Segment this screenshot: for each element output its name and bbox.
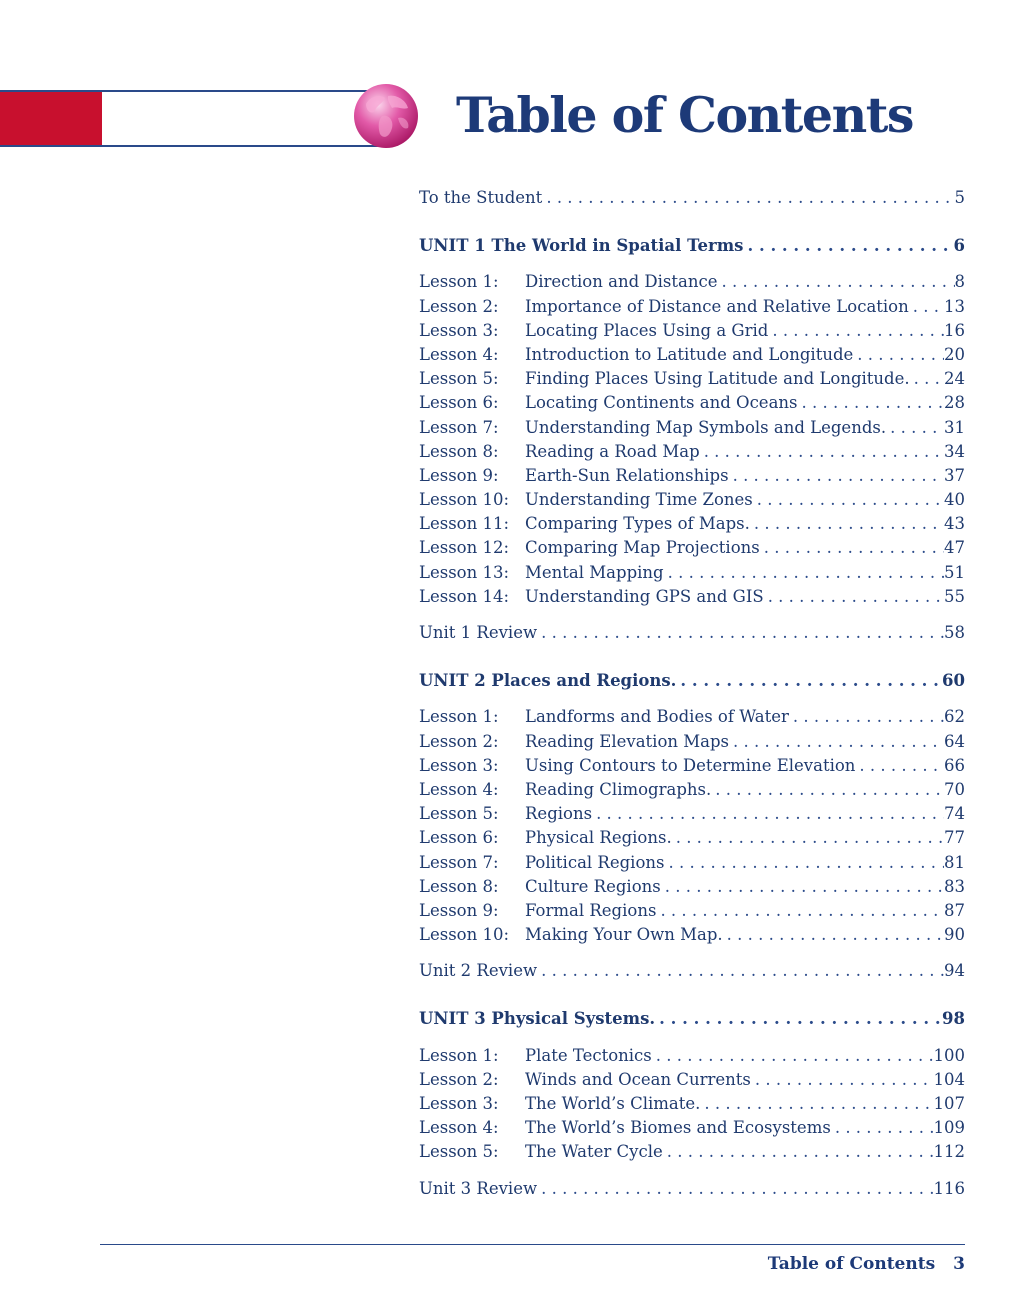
lesson-title: The Water Cycle	[525, 1142, 663, 1162]
leader-dots	[789, 705, 944, 729]
toc-entry[interactable]	[419, 391, 965, 415]
toc-entry[interactable]	[419, 899, 965, 923]
leader-dots	[664, 561, 944, 585]
unit-page: 60	[942, 671, 965, 691]
toc-entry[interactable]	[419, 585, 965, 609]
leader-dots	[661, 875, 944, 899]
lesson-number: Lesson 13:	[419, 562, 510, 582]
leader-dots	[853, 343, 944, 367]
lesson-title: Using Contours to Determine Elevation	[525, 755, 856, 775]
review-page: 116	[933, 1178, 965, 1198]
leader-dots	[700, 1092, 933, 1116]
lesson-title: Understanding GPS and GIS	[525, 586, 764, 606]
lesson-number: Lesson 1:	[419, 272, 499, 292]
lesson-page: 28	[944, 393, 965, 413]
lesson-title: The World’s Biomes and Ecosystems	[525, 1118, 831, 1138]
unit-page: 6	[953, 236, 965, 256]
toc-entry[interactable]	[419, 295, 965, 319]
unit-title: UNIT 3 Physical Systems.	[419, 1009, 656, 1029]
leader-dots	[537, 1177, 933, 1201]
lesson-number: Lesson 2:	[419, 731, 499, 751]
lesson-title: Understanding Map Symbols and Legends.	[525, 417, 887, 437]
lesson-title: Making Your Own Map.	[525, 925, 723, 945]
lesson-number: Lesson 14:	[419, 586, 510, 606]
leader-dots	[656, 899, 944, 923]
toc-entry[interactable]	[419, 367, 965, 391]
lesson-page: 31	[944, 417, 965, 437]
page-number: 3	[953, 1254, 965, 1274]
leader-dots	[652, 1044, 934, 1068]
page-footer	[768, 1254, 965, 1274]
lesson-title: Finding Places Using Latitude and Longitude.	[525, 369, 910, 389]
lesson-title: Physical Regions.	[525, 828, 672, 848]
lesson-number: Lesson 12:	[419, 538, 510, 558]
leader-dots	[542, 186, 954, 210]
leader-dots	[723, 923, 944, 947]
lesson-number: Lesson 8:	[419, 876, 499, 896]
lesson-number: Lesson 5:	[419, 369, 499, 389]
unit-1-heading[interactable]	[419, 234, 965, 258]
review-label: Unit 3 Review	[419, 1178, 538, 1198]
footer-rule	[100, 1244, 965, 1245]
toc-entry[interactable]	[419, 875, 965, 899]
leader-dots	[676, 669, 942, 693]
toc-entry[interactable]	[419, 1116, 965, 1140]
lesson-title: Importance of Distance and Relative Location	[525, 296, 909, 316]
lesson-page: 87	[944, 900, 965, 920]
entry-label: To the Student	[419, 188, 543, 207]
leader-dots	[729, 730, 944, 754]
leader-dots	[655, 1007, 942, 1031]
lesson-page: 20	[944, 344, 965, 364]
toc-entry[interactable]	[419, 923, 965, 947]
unit-page: 98	[942, 1009, 965, 1029]
unit-2-review[interactable]	[419, 959, 965, 983]
lesson-title: Direction and Distance	[525, 272, 718, 292]
review-page: 58	[944, 623, 965, 642]
toc-entry[interactable]	[419, 416, 965, 440]
leader-dots	[717, 270, 954, 294]
lesson-number: Lesson 4:	[419, 1118, 499, 1138]
toc-entry-intro[interactable]	[419, 186, 965, 210]
lesson-page: 100	[933, 1045, 965, 1065]
lesson-page: 64	[944, 731, 965, 751]
unit-2-heading[interactable]	[419, 669, 965, 693]
lesson-number: Lesson 3:	[419, 755, 499, 775]
lesson-number: Lesson 8:	[419, 441, 499, 461]
review-label: Unit 1 Review	[419, 623, 538, 642]
toc-entry[interactable]	[419, 1068, 965, 1092]
lesson-title: Mental Mapping	[525, 562, 664, 582]
lesson-page: 43	[944, 514, 965, 534]
review-page: 94	[944, 961, 965, 981]
leader-dots	[700, 440, 944, 464]
toc-entry[interactable]	[419, 1140, 965, 1164]
lesson-page: 47	[944, 538, 965, 558]
lesson-title: Understanding Time Zones	[525, 490, 753, 510]
lesson-page: 13	[944, 296, 965, 316]
lesson-page: 66	[944, 755, 965, 775]
lesson-page: 107	[933, 1094, 965, 1113]
entry-page: 5	[954, 188, 965, 207]
lesson-title: Winds and Ocean Currents	[525, 1069, 751, 1089]
toc-entry[interactable]	[419, 343, 965, 367]
toc-entry[interactable]	[419, 561, 965, 585]
unit-title: UNIT 2 Places and Regions.	[419, 671, 677, 691]
lesson-page: 109	[933, 1118, 965, 1138]
lesson-number: Lesson 9:	[419, 465, 499, 485]
lesson-title: Reading Climographs.	[525, 779, 712, 799]
lesson-title: Reading a Road Map	[525, 441, 700, 461]
leader-dots	[798, 391, 945, 415]
lesson-page: 81	[944, 852, 965, 872]
lesson-title: Plate Tectonics	[525, 1045, 652, 1065]
lesson-number: Lesson 3:	[419, 320, 499, 340]
lesson-title: Earth-Sun Relationships	[525, 465, 729, 485]
leader-dots	[665, 851, 945, 875]
leader-dots	[750, 512, 944, 536]
lesson-number: Lesson 7:	[419, 852, 499, 872]
lesson-page: 90	[944, 925, 965, 945]
lesson-page: 55	[944, 586, 965, 606]
lesson-number: Lesson 4:	[419, 779, 499, 799]
leader-dots	[768, 319, 944, 343]
toc-entry[interactable]	[419, 754, 965, 778]
lesson-number: Lesson 11:	[419, 514, 510, 534]
toc-entry[interactable]	[419, 851, 965, 875]
lesson-title: Comparing Types of Maps.	[525, 514, 750, 534]
lesson-number: Lesson 10:	[419, 925, 510, 945]
lesson-title: Political Regions	[525, 852, 665, 872]
lesson-page: 40	[944, 490, 965, 510]
lesson-page: 62	[944, 707, 965, 727]
leader-dots	[729, 464, 944, 488]
toc-entry[interactable]	[419, 464, 965, 488]
lesson-number: Lesson 10:	[419, 490, 510, 510]
lesson-title: Regions	[525, 804, 593, 824]
lesson-number: Lesson 5:	[419, 804, 499, 824]
lesson-page: 74	[944, 804, 965, 824]
toc-entry[interactable]	[419, 488, 965, 512]
lesson-number: Lesson 4:	[419, 344, 499, 364]
leader-dots	[743, 234, 953, 258]
lesson-page: 8	[954, 272, 965, 292]
leader-dots	[663, 1140, 934, 1164]
toc-entry[interactable]	[419, 730, 965, 754]
lesson-title: Comparing Map Projections	[525, 538, 760, 558]
globe-icon	[352, 82, 420, 150]
leader-dots	[537, 621, 944, 645]
leader-dots	[537, 959, 944, 983]
toc-entry[interactable]	[419, 270, 965, 294]
lesson-title: Formal Regions	[525, 900, 657, 920]
leader-dots	[886, 416, 944, 440]
leader-dots	[672, 826, 944, 850]
unit-title: UNIT 1 The World in Spatial Terms	[419, 236, 744, 256]
lesson-number: Lesson 6:	[419, 393, 499, 413]
unit-3-heading[interactable]	[419, 1007, 965, 1031]
lesson-number: Lesson 7:	[419, 417, 499, 437]
toc-entry[interactable]	[419, 705, 965, 729]
unit-3-review[interactable]	[419, 1177, 965, 1201]
header-red-bar	[0, 92, 102, 146]
lesson-title: Culture Regions	[525, 876, 661, 896]
toc-entry[interactable]	[419, 802, 965, 826]
lesson-page: 34	[944, 441, 965, 461]
lesson-number: Lesson 2:	[419, 296, 499, 316]
toc-entry[interactable]	[419, 440, 965, 464]
header-rule-bottom	[0, 145, 380, 147]
lesson-title: Introduction to Latitude and Longitude	[525, 344, 854, 364]
table-of-contents	[419, 186, 965, 1201]
leader-dots	[592, 802, 944, 826]
lesson-number: Lesson 3:	[419, 1094, 499, 1113]
lesson-title: Reading Elevation Maps	[525, 731, 730, 751]
leader-dots	[855, 754, 944, 778]
leader-dots	[909, 295, 944, 319]
toc-entry[interactable]	[419, 512, 965, 536]
lesson-title: Locating Places Using a Grid	[525, 320, 769, 340]
leader-dots	[910, 367, 944, 391]
lesson-number: Lesson 1:	[419, 1045, 499, 1065]
lesson-number: Lesson 5:	[419, 1142, 499, 1162]
leader-dots	[711, 778, 944, 802]
leader-dots	[753, 488, 944, 512]
toc-entry[interactable]	[419, 778, 965, 802]
lesson-number: Lesson 1:	[419, 707, 499, 727]
lesson-page: 24	[944, 369, 965, 389]
lesson-page: 112	[933, 1142, 965, 1162]
lesson-page: 77	[944, 828, 965, 848]
leader-dots	[751, 1068, 934, 1092]
lesson-page: 16	[944, 320, 965, 340]
page-title: Table of Contents	[456, 86, 913, 144]
lesson-page: 51	[944, 562, 965, 582]
lesson-number: Lesson 9:	[419, 900, 499, 920]
unit-1-review[interactable]	[419, 621, 965, 645]
lesson-title: Locating Continents and Oceans	[525, 393, 798, 413]
lesson-title: The World’s Climate.	[525, 1094, 701, 1113]
leader-dots	[760, 536, 944, 560]
lesson-page: 104	[933, 1069, 965, 1089]
review-label: Unit 2 Review	[419, 961, 538, 981]
toc-entry[interactable]	[419, 319, 965, 343]
toc-entry[interactable]	[419, 826, 965, 850]
leader-dots	[764, 585, 944, 609]
lesson-number: Lesson 6:	[419, 828, 499, 848]
footer-label: Table of Contents	[767, 1254, 936, 1274]
leader-dots	[831, 1116, 934, 1140]
toc-entry[interactable]	[419, 1044, 965, 1068]
lesson-page: 37	[944, 465, 965, 485]
lesson-page: 83	[944, 876, 965, 896]
lesson-page: 70	[944, 779, 965, 799]
toc-entry[interactable]	[419, 536, 965, 560]
lesson-title: Landforms and Bodies of Water	[525, 707, 789, 727]
toc-entry[interactable]	[419, 1092, 965, 1116]
lesson-number: Lesson 2:	[419, 1069, 499, 1089]
